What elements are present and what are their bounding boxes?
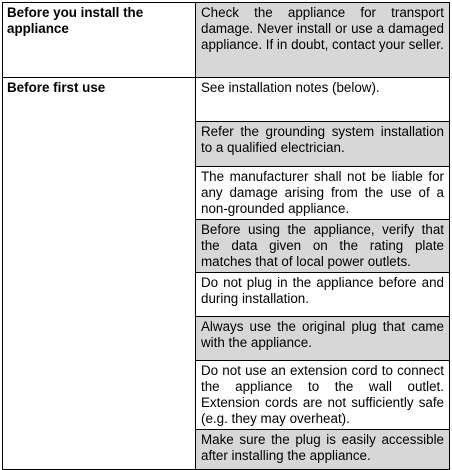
- instruction-text: Check the appliance for transport damage. Never install or use a damaged appliance. If in doubt, contact your seller.: [201, 5, 444, 52]
- instruction-text: Before using the appliance, verify that the data given on the rating plate matches that of local power outlets.: [201, 222, 444, 269]
- instruction-text: Always use the original plug that came with the appliance.: [201, 319, 444, 350]
- instruction-cell: [196, 317, 450, 361]
- instruction-text: The manufacturer shall not be liable for any damage arising from the use of a non-grounded appliance.: [201, 169, 444, 216]
- section-heading: Before you install the appliance: [3, 3, 196, 78]
- instruction-cell: [196, 122, 450, 167]
- safety-table-container: [2, 2, 449, 464]
- section-heading: Before first use: [3, 78, 196, 470]
- instruction-cell: [196, 3, 450, 78]
- instruction-cell: [196, 361, 450, 430]
- instruction-text: Refer the grounding system installation to a qualified electrician.: [201, 124, 444, 155]
- instruction-text: Do not use an extension cord to connect the appliance to the wall outlet. Extension cords are not sufficiently safe (e.g. they may overheat).: [201, 363, 444, 426]
- instruction-text: Make sure the plug is easily accessible after installing the appliance.: [201, 432, 444, 463]
- instruction-text: See installation notes (below).: [201, 80, 380, 95]
- safety-instructions-table: [2, 2, 450, 470]
- instruction-cell: [196, 273, 450, 317]
- instruction-text: Do not plug in the appliance before and during installation.: [201, 275, 444, 306]
- table-row: [3, 78, 450, 122]
- instruction-cell: [196, 430, 450, 470]
- instruction-cell: [196, 78, 450, 122]
- table-row: [3, 3, 450, 78]
- instruction-cell: [196, 220, 450, 273]
- instruction-cell: [196, 167, 450, 220]
